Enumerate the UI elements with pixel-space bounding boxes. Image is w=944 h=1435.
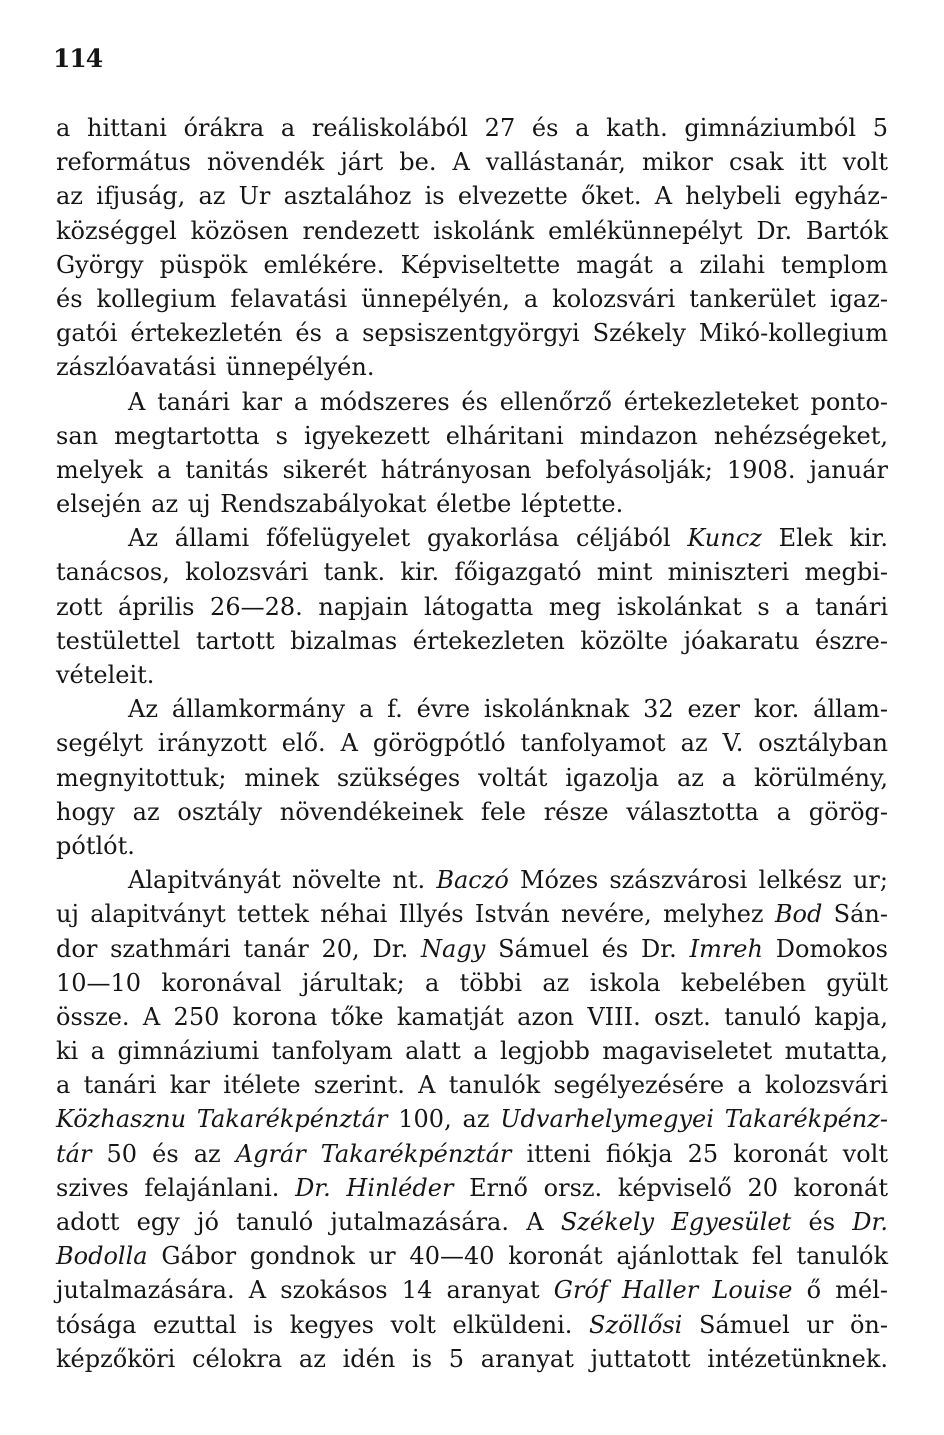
italic-text: tár	[56, 1139, 92, 1168]
text-line	[56, 1171, 888, 1205]
italic-text: Szöllősi	[589, 1310, 683, 1339]
italic-text: Székely Egyesület	[560, 1208, 792, 1236]
text-segment: szives felajánlani.	[56, 1173, 296, 1202]
text-line	[56, 521, 888, 555]
text-line: az ifjuság, az Ur asztalához is elvezette őket. A helybeli egyház-	[56, 182, 888, 211]
text-line: san megtartotta s igyekezett elháritani mindazon nehézségeket,	[56, 421, 888, 450]
text-segment: uj alapitványt tettek néhai Illyés István nevére, melyhez	[56, 900, 775, 929]
text-line: zászlóavatási ünnepélyén.	[56, 353, 375, 382]
text-line: zott április 26—28. napjain látogatta meg iskolánkat s a tanári	[56, 592, 888, 621]
text-line	[56, 1239, 888, 1273]
text-line: hogy az osztály növendékeinek fele része választotta a görög-	[56, 797, 888, 826]
text-segment: Sámuel ur ön-	[682, 1310, 888, 1339]
text-line: községgel közösen rendezett iskolánk emlékünnepélyt Dr. Bartók	[56, 216, 888, 245]
text-segment: Elek kir.	[761, 524, 888, 553]
body-text	[56, 111, 888, 1376]
text-line: református növendék járt be. A vallástanár, mikor csak itt volt	[56, 148, 888, 177]
text-line: A tanári kar a módszeres és ellenőrző értekezleteket ponto-	[128, 387, 888, 416]
text-line	[56, 1205, 888, 1239]
text-line: György püspök emlékére. Képviseltette magát a zilahi templom	[56, 250, 888, 279]
text-segment: 50 és az	[91, 1139, 236, 1168]
text-line	[56, 863, 888, 897]
text-line: képzőköri célokra az idén is 5 aranyat juttatott intézetünknek.	[56, 1344, 888, 1373]
text-line: vételeit.	[56, 661, 155, 689]
italic-text: Bodolla	[56, 1242, 148, 1271]
text-segment: ő mél-	[792, 1276, 889, 1305]
text-line: össze. A 250 korona tőke kamatját azon VIII. oszt. tanuló kapja,	[56, 1002, 888, 1031]
text-line	[56, 1308, 888, 1342]
text-line: pótlót.	[56, 831, 135, 860]
italic-text: Imreh	[689, 934, 763, 963]
text-line: és kollegium felavatási ünnepélyén, a kolozsvári tankerület igaz-	[56, 284, 888, 313]
text-segment: Az állami főfelügyelet gyakorlása céljából	[128, 524, 688, 553]
italic-text: Nagy	[421, 934, 486, 963]
text-line	[56, 897, 888, 931]
italic-text: Udvarhelymegyei Takarékpénz-	[500, 1105, 888, 1134]
text-line: tanácsos, kolozsvári tank. kir. főigazgató mint miniszteri megbi-	[56, 558, 888, 587]
italic-text: Kuncz	[687, 524, 762, 553]
text-segment: Ernő orsz. képviselő 20 koronát	[453, 1173, 888, 1202]
text-segment: 100, az	[387, 1105, 501, 1134]
text-line: megnyitottuk; minek szükséges voltát igazolja az a körülmény,	[56, 763, 888, 792]
italic-text: Dr.	[852, 1208, 889, 1236]
text-segment: itteni fiókja 25 koronát volt	[511, 1139, 888, 1168]
text-segment: Domokos	[762, 934, 888, 963]
text-segment: dor szathmári tanár 20, Dr.	[56, 934, 422, 963]
text-line: gatói értekezletén és a sepsiszentgyörgyi Székely Mikó-kollegium	[56, 319, 888, 348]
text-line	[56, 1273, 888, 1307]
text-line: a hittani órákra a reáliskolából 27 és a kath. gimnáziumból 5	[56, 114, 888, 142]
text-segment: Alapitványát növelte nt.	[128, 866, 437, 895]
text-line: segélyt irányzott elő. A görögpótló tanfolyamot az V. osztályban	[56, 729, 888, 758]
text-line	[56, 1102, 888, 1136]
text-segment: Mózes szászvárosi lelkész ur;	[508, 866, 888, 895]
italic-text: Gróf Haller Louise	[553, 1276, 793, 1305]
text-line: 10—10 koronával járultak; a többi az iskola kebelében gyült	[56, 968, 888, 997]
text-segment: adott egy jó tanuló jutalmazására. A	[56, 1208, 561, 1236]
text-line: ki a gimnáziumi tanfolyam alatt a legjobb magaviseletet mutatta,	[56, 1037, 888, 1066]
italic-text: Dr. Hinléder	[295, 1173, 454, 1202]
text-line: melyek a tanitás sikerét hátrányosan befolyásolják; 1908. január	[56, 455, 888, 484]
text-line: Az államkormány a f. évre iskolánknak 32 ezer kor. állam-	[128, 695, 888, 724]
text-line	[56, 932, 888, 966]
italic-text: Bod	[774, 900, 823, 929]
italic-text: Közhasznu Takarékpénztár	[56, 1105, 388, 1134]
text-segment: és	[791, 1208, 853, 1236]
text-line: elsején az uj Rendszabályokat életbe léptette.	[56, 490, 624, 519]
text-line: testülettel tartott bizalmas értekezleten közölte jóakaratu észre-	[56, 626, 888, 655]
italic-text: Baczó	[436, 866, 509, 895]
text-segment: jutalmazására. A szokásos 14 aranyat	[56, 1276, 554, 1305]
text-segment: Sán-	[822, 900, 888, 929]
page-number: 114	[53, 44, 103, 73]
text-segment: tósága ezuttal is kegyes volt elküldeni.	[56, 1310, 590, 1339]
italic-text: Agrár Takarékpénztár	[235, 1139, 512, 1168]
text-segment: Gábor gondnok ur 40—40 koronát ajánlottak fel tanulók	[147, 1242, 888, 1271]
text-line: a tanári kar itélete szerint. A tanulók segélyezésére a kolozsvári	[56, 1071, 888, 1100]
text-segment: Sámuel és Dr.	[485, 934, 690, 963]
text-line	[56, 1137, 888, 1171]
